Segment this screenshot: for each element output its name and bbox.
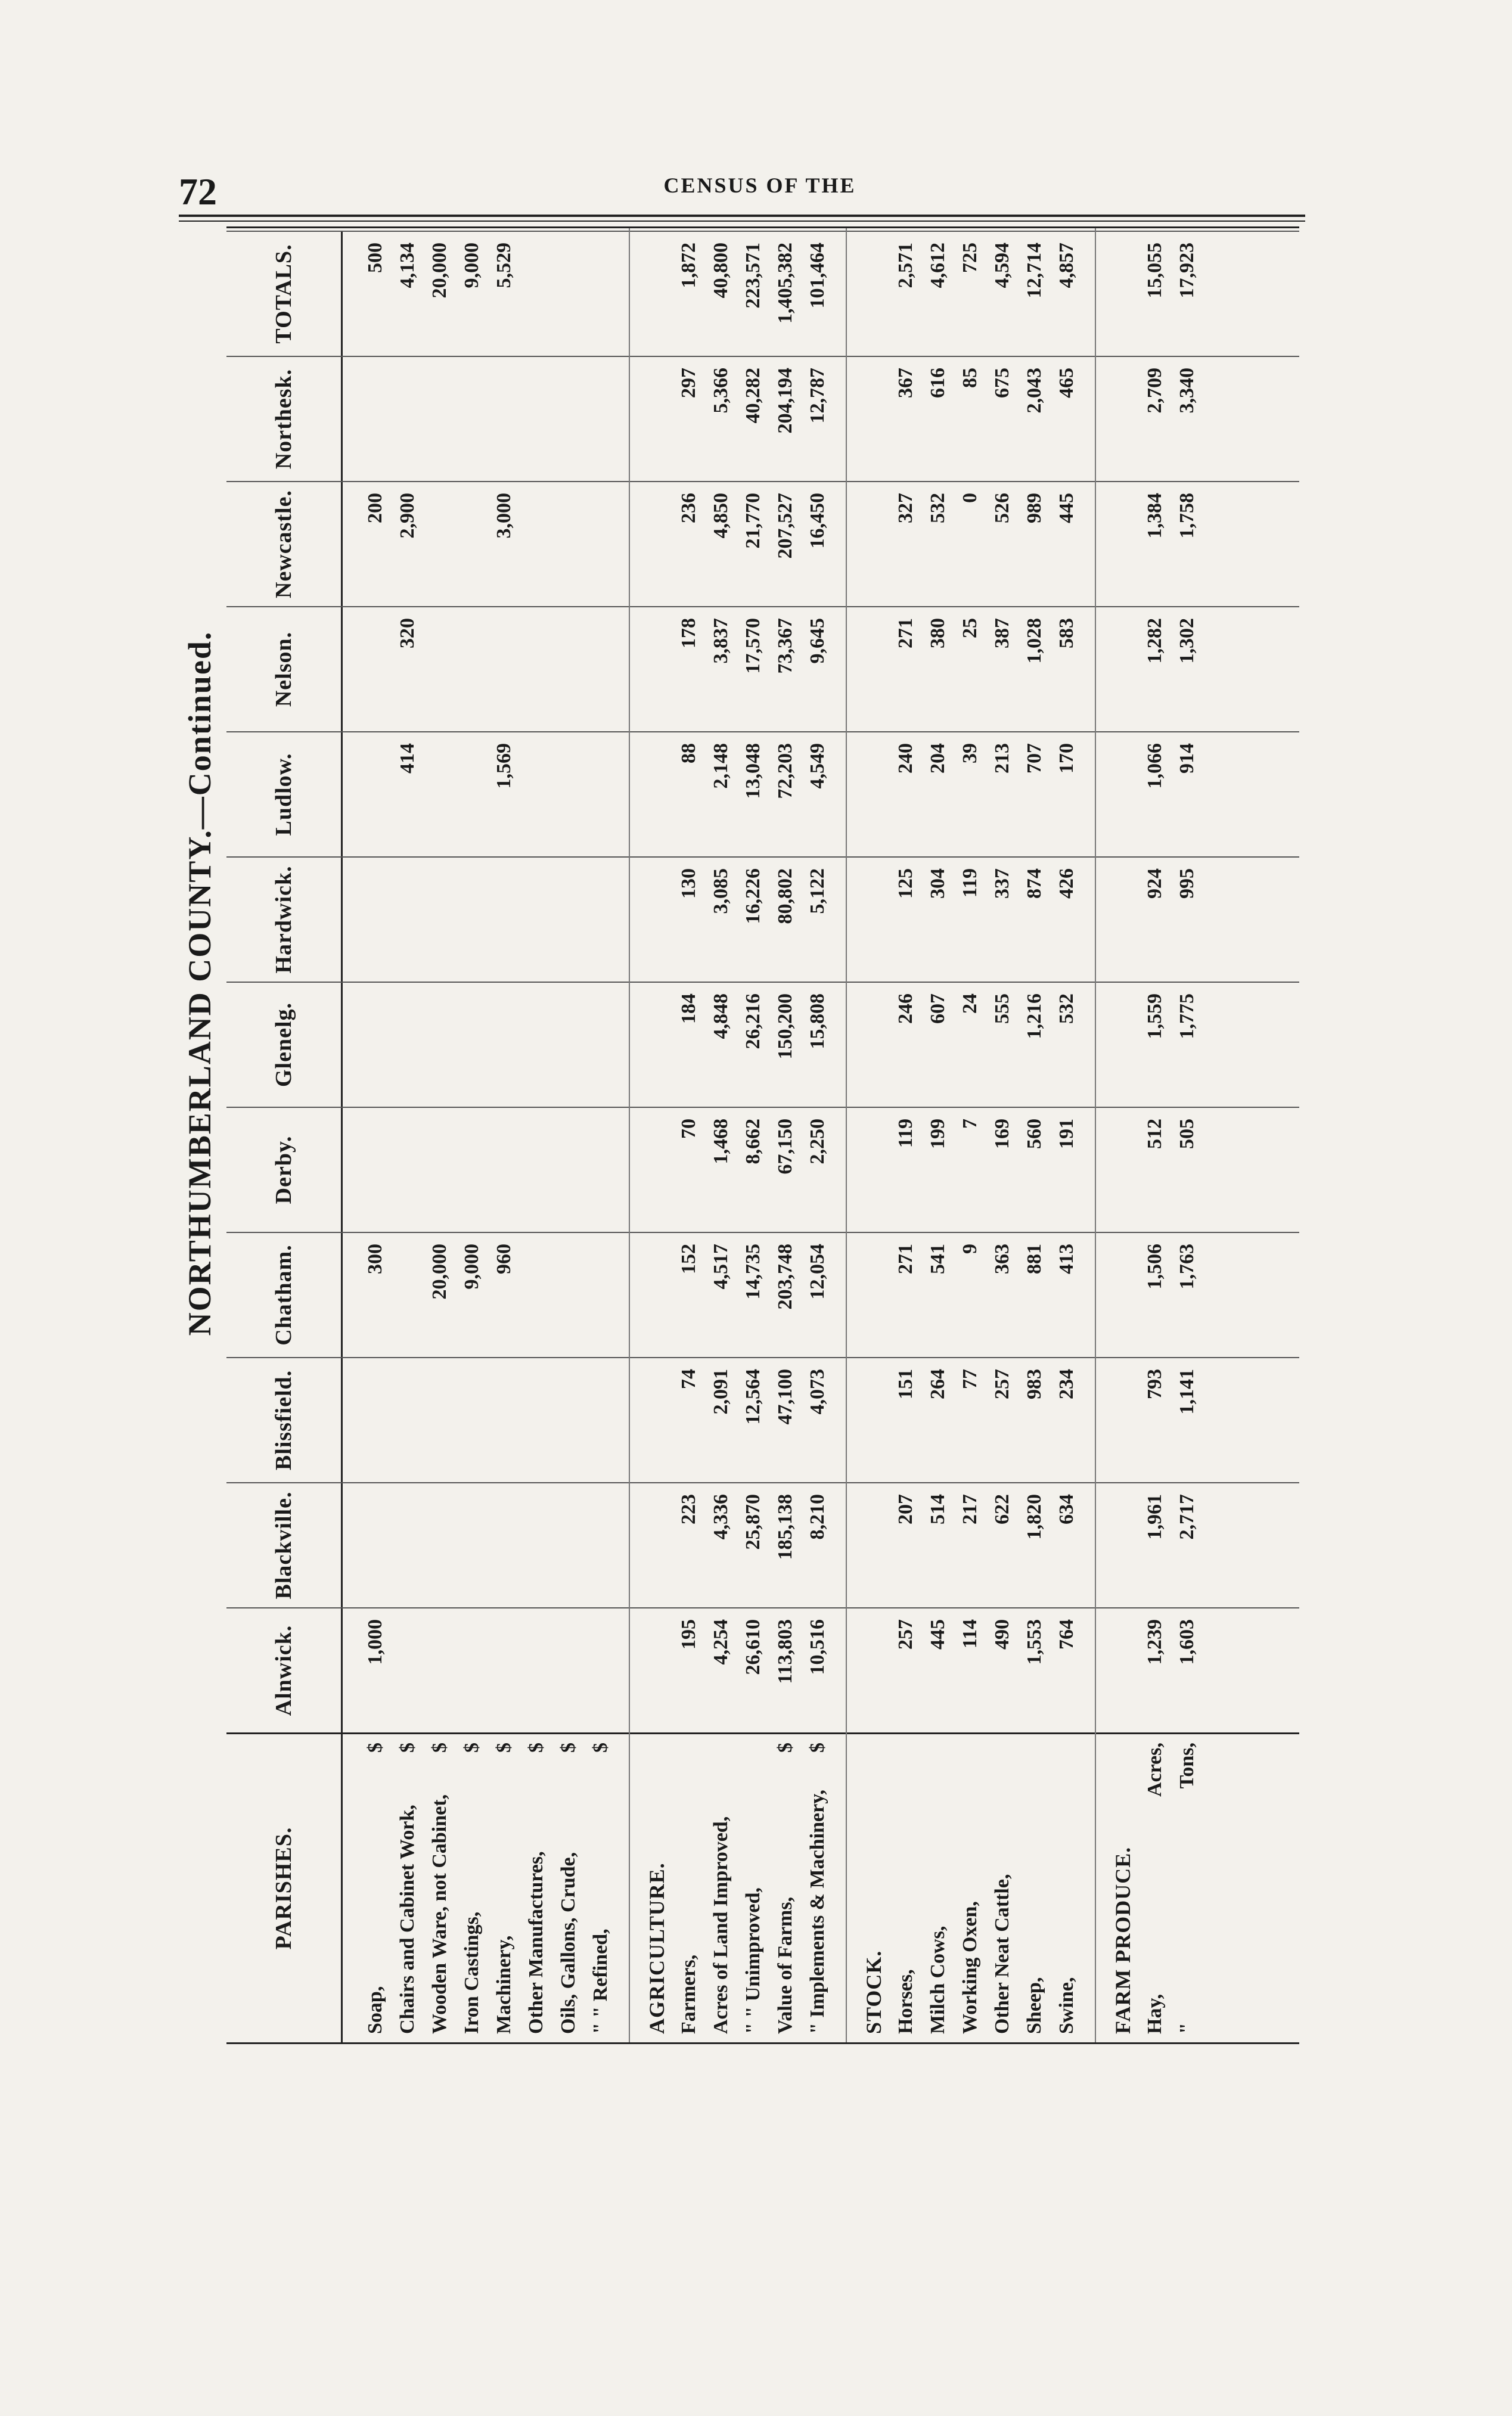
table-cell: 607 bbox=[927, 993, 949, 1024]
table-cell: 14,735 bbox=[742, 1244, 764, 1300]
table-cell: 26,216 bbox=[742, 993, 764, 1049]
header-rule-thin bbox=[179, 221, 1305, 222]
table-cell: 150,200 bbox=[774, 993, 796, 1060]
table-cell: 47,100 bbox=[774, 1369, 796, 1425]
column-ludlow bbox=[226, 731, 1299, 856]
table-cell: 257 bbox=[895, 1619, 917, 1650]
column-alnwick bbox=[226, 1607, 1299, 1732]
table-cell: 24 bbox=[959, 993, 981, 1014]
table-cell: 185,138 bbox=[774, 1494, 796, 1560]
row-unit: Tons, bbox=[1176, 1743, 1198, 1789]
table-cell: 1,506 bbox=[1144, 1244, 1166, 1290]
table-cell: 500 bbox=[364, 243, 386, 273]
row-unit: $ bbox=[774, 1743, 796, 1753]
table-cell: 4,848 bbox=[710, 993, 732, 1039]
row-label: " Implements & Machinery, bbox=[806, 1790, 828, 2034]
section-divider bbox=[629, 228, 630, 2042]
table-cell: 4,594 bbox=[991, 243, 1013, 288]
table-cell: 1,216 bbox=[1023, 993, 1045, 1039]
table-cell: 8,662 bbox=[742, 1119, 764, 1164]
column-header: TOTALS. bbox=[226, 232, 343, 356]
row-label: " " Unimproved, bbox=[742, 1887, 764, 2034]
table-cell: 304 bbox=[927, 868, 949, 899]
table-cell: 73,367 bbox=[774, 618, 796, 674]
table-cell: 10,516 bbox=[806, 1619, 828, 1675]
table-cell: 1,405,382 bbox=[774, 243, 796, 324]
row-labels-column bbox=[226, 1732, 1299, 2042]
table-cell: 1,000 bbox=[364, 1619, 386, 1665]
table-cell: 5,529 bbox=[493, 243, 515, 288]
table-cell: 764 bbox=[1055, 1619, 1078, 1650]
table-cell: 3,000 bbox=[493, 493, 515, 539]
table-cell: 445 bbox=[1055, 493, 1078, 523]
table-cell: 793 bbox=[1144, 1369, 1166, 1399]
table-cell: 130 bbox=[678, 868, 700, 899]
table-cell: 9,645 bbox=[806, 618, 828, 664]
row-unit: $ bbox=[589, 1743, 611, 1753]
table-cell: 874 bbox=[1023, 868, 1045, 899]
table-cell: 25 bbox=[959, 618, 981, 638]
section-heading: AGRICULTURE. bbox=[645, 1862, 669, 2034]
row-unit: $ bbox=[461, 1743, 483, 1753]
table-cell: 170 bbox=[1055, 743, 1078, 774]
table-cell: 15,808 bbox=[806, 993, 828, 1049]
table-cell: 914 bbox=[1176, 743, 1198, 774]
row-label: Swine, bbox=[1055, 1977, 1078, 2034]
table-cell: 2,043 bbox=[1023, 368, 1045, 414]
table-cell: 2,709 bbox=[1144, 368, 1166, 414]
column-header: Ludlow. bbox=[226, 732, 343, 856]
table-cell: 15,055 bbox=[1144, 243, 1166, 299]
table-cell: 1,384 bbox=[1144, 493, 1166, 539]
table-cell: 1,569 bbox=[493, 743, 515, 789]
table-cell: 5,366 bbox=[710, 368, 732, 414]
column-newcastle bbox=[226, 481, 1299, 606]
section-divider bbox=[1095, 228, 1096, 2042]
table-cell: 4,850 bbox=[710, 493, 732, 539]
table-cell: 125 bbox=[895, 868, 917, 899]
table-cell: 191 bbox=[1055, 1119, 1078, 1149]
table-cell: 12,564 bbox=[742, 1369, 764, 1425]
table-cell: 271 bbox=[895, 1244, 917, 1274]
table-cell: 526 bbox=[991, 493, 1013, 523]
table-cell: 4,073 bbox=[806, 1369, 828, 1415]
table-cell: 414 bbox=[396, 743, 418, 774]
table-cell: 17,570 bbox=[742, 618, 764, 674]
row-label: Other Manufactures, bbox=[525, 1851, 547, 2034]
table-cell: 532 bbox=[1055, 993, 1078, 1024]
running-head: CENSUS OF THE bbox=[663, 173, 856, 197]
table-cell: 514 bbox=[927, 1494, 949, 1524]
table-cell: 25,870 bbox=[742, 1494, 764, 1550]
column-totals bbox=[226, 231, 1299, 356]
table-cell: 80,802 bbox=[774, 868, 796, 924]
row-label: Farmers, bbox=[678, 1954, 700, 2034]
row-label: Chairs and Cabinet Work, bbox=[396, 1805, 418, 2034]
table-cell: 9 bbox=[959, 1244, 981, 1254]
table-cell: 616 bbox=[927, 368, 949, 398]
table-cell: 1,282 bbox=[1144, 618, 1166, 664]
table-cell: 39 bbox=[959, 743, 981, 763]
row-label: Other Neat Cattle, bbox=[991, 1874, 1013, 2034]
table-cell: 505 bbox=[1176, 1119, 1198, 1149]
table-cell: 88 bbox=[678, 743, 700, 763]
section-divider bbox=[846, 228, 847, 2042]
section-heading: STOCK. bbox=[862, 1950, 886, 2034]
table-cell: 204 bbox=[927, 743, 949, 774]
column-header: Northesk. bbox=[226, 357, 343, 481]
table-cell: 4,336 bbox=[710, 1494, 732, 1540]
table-cell: 119 bbox=[895, 1119, 917, 1148]
table-cell: 1,559 bbox=[1144, 993, 1166, 1039]
table-cell: 20,000 bbox=[429, 1244, 451, 1300]
table-cell: 16,450 bbox=[806, 493, 828, 549]
table-cell: 924 bbox=[1144, 868, 1166, 899]
table-cell: 622 bbox=[991, 1494, 1013, 1524]
parishes-header: PARISHES. bbox=[226, 1734, 343, 2042]
table-cell: 12,714 bbox=[1023, 243, 1045, 299]
table-cell: 213 bbox=[991, 743, 1013, 774]
table-cell: 363 bbox=[991, 1244, 1013, 1274]
table-cell: 1,603 bbox=[1176, 1619, 1198, 1665]
table-cell: 1,468 bbox=[710, 1119, 732, 1164]
table-cell: 207 bbox=[895, 1494, 917, 1524]
row-unit: $ bbox=[364, 1743, 386, 1753]
table-cell: 1,302 bbox=[1176, 618, 1198, 664]
table-cell: 200 bbox=[364, 493, 386, 523]
row-unit: $ bbox=[557, 1743, 579, 1753]
table-cell: 9,000 bbox=[461, 1244, 483, 1290]
row-label: Acres of Land Improved, bbox=[710, 1816, 732, 2034]
table-cell: 413 bbox=[1055, 1244, 1078, 1274]
table-cell: 555 bbox=[991, 993, 1013, 1024]
row-label: Soap, bbox=[364, 1986, 386, 2034]
table-cell: 151 bbox=[895, 1369, 917, 1399]
table-cell: 426 bbox=[1055, 868, 1078, 899]
rotated-table-frame bbox=[179, 226, 1299, 2044]
table-cell: 13,048 bbox=[742, 743, 764, 799]
row-label: Machinery, bbox=[493, 1935, 515, 2034]
table-cell: 4,254 bbox=[710, 1619, 732, 1665]
column-northesk bbox=[226, 356, 1299, 481]
table-cell: 3,085 bbox=[710, 868, 732, 914]
table-cell: 40,800 bbox=[710, 243, 732, 299]
table-cell: 114 bbox=[959, 1619, 981, 1649]
table-cell: 634 bbox=[1055, 1494, 1078, 1524]
column-blackville bbox=[226, 1482, 1299, 1607]
row-label: Oils, Gallons, Crude, bbox=[557, 1852, 579, 2034]
column-header: Nelson. bbox=[226, 607, 343, 731]
table-cell: 203,748 bbox=[774, 1244, 796, 1310]
column-header: Hardwick. bbox=[226, 858, 343, 982]
table-cell: 3,340 bbox=[1176, 368, 1198, 414]
table-cell: 223 bbox=[678, 1494, 700, 1524]
table-cell: 271 bbox=[895, 618, 917, 648]
table-cell: 512 bbox=[1144, 1119, 1166, 1149]
row-label: Value of Farms, bbox=[774, 1896, 796, 2034]
table-cell: 1,961 bbox=[1144, 1494, 1166, 1540]
table-cell: 583 bbox=[1055, 618, 1078, 648]
table-cell: 113,803 bbox=[774, 1619, 796, 1684]
row-label: Horses, bbox=[895, 1969, 917, 2034]
column-header: Blissfield. bbox=[226, 1358, 343, 1482]
column-header: Alnwick. bbox=[226, 1608, 343, 1732]
table-cell: 20,000 bbox=[429, 243, 451, 299]
table-cell: 337 bbox=[991, 868, 1013, 899]
table-cell: 1,872 bbox=[678, 243, 700, 288]
column-header: Chatham. bbox=[226, 1233, 343, 1357]
table-cell: 85 bbox=[959, 368, 981, 388]
table-cell: 5,122 bbox=[806, 868, 828, 914]
table-cell: 1,028 bbox=[1023, 618, 1045, 664]
row-label: Hay, bbox=[1144, 1993, 1166, 2034]
table-cell: 983 bbox=[1023, 1369, 1045, 1399]
table-cell: 257 bbox=[991, 1369, 1013, 1399]
table-cell: 67,150 bbox=[774, 1119, 796, 1175]
header-rule bbox=[179, 215, 1305, 217]
table-cell: 490 bbox=[991, 1619, 1013, 1650]
column-nelson bbox=[226, 606, 1299, 731]
table-cell: 707 bbox=[1023, 743, 1045, 774]
column-hardwick bbox=[226, 856, 1299, 982]
table-cell: 12,054 bbox=[806, 1244, 828, 1300]
table-cell: 223,571 bbox=[742, 243, 764, 309]
row-label: Sheep, bbox=[1023, 1977, 1045, 2034]
table-cell: 195 bbox=[678, 1619, 700, 1650]
row-label: " " Refined, bbox=[589, 1929, 611, 2034]
table-cell: 1,066 bbox=[1144, 743, 1166, 789]
table-cell: 300 bbox=[364, 1244, 386, 1274]
column-header: Newcastle. bbox=[226, 482, 343, 606]
table-cell: 234 bbox=[1055, 1369, 1078, 1399]
table-cell: 204,194 bbox=[774, 368, 796, 434]
table-cell: 236 bbox=[678, 493, 700, 523]
table-cell: 119 bbox=[959, 868, 981, 898]
row-label: " bbox=[1176, 2023, 1198, 2034]
table-cell: 960 bbox=[493, 1244, 515, 1274]
table-cell: 4,517 bbox=[710, 1244, 732, 1290]
table-cell: 327 bbox=[895, 493, 917, 523]
column-header: Derby. bbox=[226, 1108, 343, 1232]
row-unit: $ bbox=[429, 1743, 451, 1753]
table-cell: 9,000 bbox=[461, 243, 483, 288]
table-cell: 4,134 bbox=[396, 243, 418, 288]
row-unit: Acres, bbox=[1144, 1743, 1166, 1797]
table-cell: 0 bbox=[959, 493, 981, 503]
column-header: Glenelg. bbox=[226, 983, 343, 1107]
table-cell: 2,571 bbox=[895, 243, 917, 288]
row-label: Milch Cows, bbox=[927, 1926, 949, 2034]
table-cell: 70 bbox=[678, 1119, 700, 1139]
page-number: 72 bbox=[179, 170, 217, 213]
table-cell: 725 bbox=[959, 243, 981, 273]
table-cell: 532 bbox=[927, 493, 949, 523]
row-unit: $ bbox=[396, 1743, 418, 1753]
table-cell: 1,763 bbox=[1176, 1244, 1198, 1290]
table-title: NORTHUMBERLAND COUNTY.—Continued. bbox=[182, 631, 218, 1336]
table-cell: 7 bbox=[959, 1119, 981, 1129]
table-cell: 297 bbox=[678, 368, 700, 398]
table-cell: 1,141 bbox=[1176, 1369, 1198, 1415]
table-cell: 995 bbox=[1176, 868, 1198, 899]
table-cell: 560 bbox=[1023, 1119, 1045, 1149]
table-cell: 4,612 bbox=[927, 243, 949, 288]
table-cell: 380 bbox=[927, 618, 949, 648]
table-cell: 1,820 bbox=[1023, 1494, 1045, 1540]
table-cell: 72,203 bbox=[774, 743, 796, 799]
table-cell: 12,787 bbox=[806, 368, 828, 424]
row-label: Wooden Ware, not Cabinet, bbox=[429, 1794, 451, 2034]
table-cell: 3,837 bbox=[710, 618, 732, 664]
table-cell: 465 bbox=[1055, 368, 1078, 398]
table-cell: 367 bbox=[895, 368, 917, 398]
table-cell: 1,758 bbox=[1176, 493, 1198, 539]
table-cell: 246 bbox=[895, 993, 917, 1024]
table-cell: 2,900 bbox=[396, 493, 418, 539]
table-cell: 1,239 bbox=[1144, 1619, 1166, 1665]
table-cell: 387 bbox=[991, 618, 1013, 648]
table-cell: 17,923 bbox=[1176, 243, 1198, 299]
table-cell: 77 bbox=[959, 1369, 981, 1389]
row-unit: $ bbox=[525, 1743, 547, 1753]
column-derby bbox=[226, 1107, 1299, 1232]
table-cell: 2,148 bbox=[710, 743, 732, 789]
table-cell: 675 bbox=[991, 368, 1013, 398]
column-chatham bbox=[226, 1232, 1299, 1357]
row-unit: $ bbox=[806, 1743, 828, 1753]
table-cell: 16,226 bbox=[742, 868, 764, 924]
table-cell: 74 bbox=[678, 1369, 700, 1389]
table-cell: 40,282 bbox=[742, 368, 764, 424]
row-label: Iron Castings, bbox=[461, 1911, 483, 2034]
table-cell: 217 bbox=[959, 1494, 981, 1524]
table-cell: 21,770 bbox=[742, 493, 764, 549]
table-cell: 169 bbox=[991, 1119, 1013, 1149]
table-cell: 881 bbox=[1023, 1244, 1045, 1274]
table-cell: 152 bbox=[678, 1244, 700, 1274]
census-table bbox=[226, 226, 1299, 2044]
table-cell: 320 bbox=[396, 618, 418, 648]
table-cell: 207,527 bbox=[774, 493, 796, 559]
column-header: Blackville. bbox=[226, 1483, 343, 1607]
table-cell: 445 bbox=[927, 1619, 949, 1650]
table-cell: 989 bbox=[1023, 493, 1045, 523]
table-cell: 1,775 bbox=[1176, 993, 1198, 1039]
table-cell: 240 bbox=[895, 743, 917, 774]
table-cell: 264 bbox=[927, 1369, 949, 1399]
table-cell: 26,610 bbox=[742, 1619, 764, 1675]
table-cell: 1,553 bbox=[1023, 1619, 1045, 1665]
table-cell: 4,857 bbox=[1055, 243, 1078, 288]
section-heading: FARM PRODUCE. bbox=[1111, 1846, 1135, 2034]
row-unit: $ bbox=[493, 1743, 515, 1753]
table-cell: 2,717 bbox=[1176, 1494, 1198, 1540]
table-cell: 184 bbox=[678, 993, 700, 1024]
table-cell: 541 bbox=[927, 1244, 949, 1274]
table-cell: 2,091 bbox=[710, 1369, 732, 1415]
row-label: Working Oxen, bbox=[959, 1901, 981, 2034]
table-cell: 199 bbox=[927, 1119, 949, 1149]
table-cell: 101,464 bbox=[806, 243, 828, 309]
table-cell: 8,210 bbox=[806, 1494, 828, 1540]
column-glenelg bbox=[226, 982, 1299, 1107]
table-cell: 178 bbox=[678, 618, 700, 648]
table-cell: 2,250 bbox=[806, 1119, 828, 1164]
column-blissfield bbox=[226, 1357, 1299, 1482]
table-cell: 4,549 bbox=[806, 743, 828, 789]
